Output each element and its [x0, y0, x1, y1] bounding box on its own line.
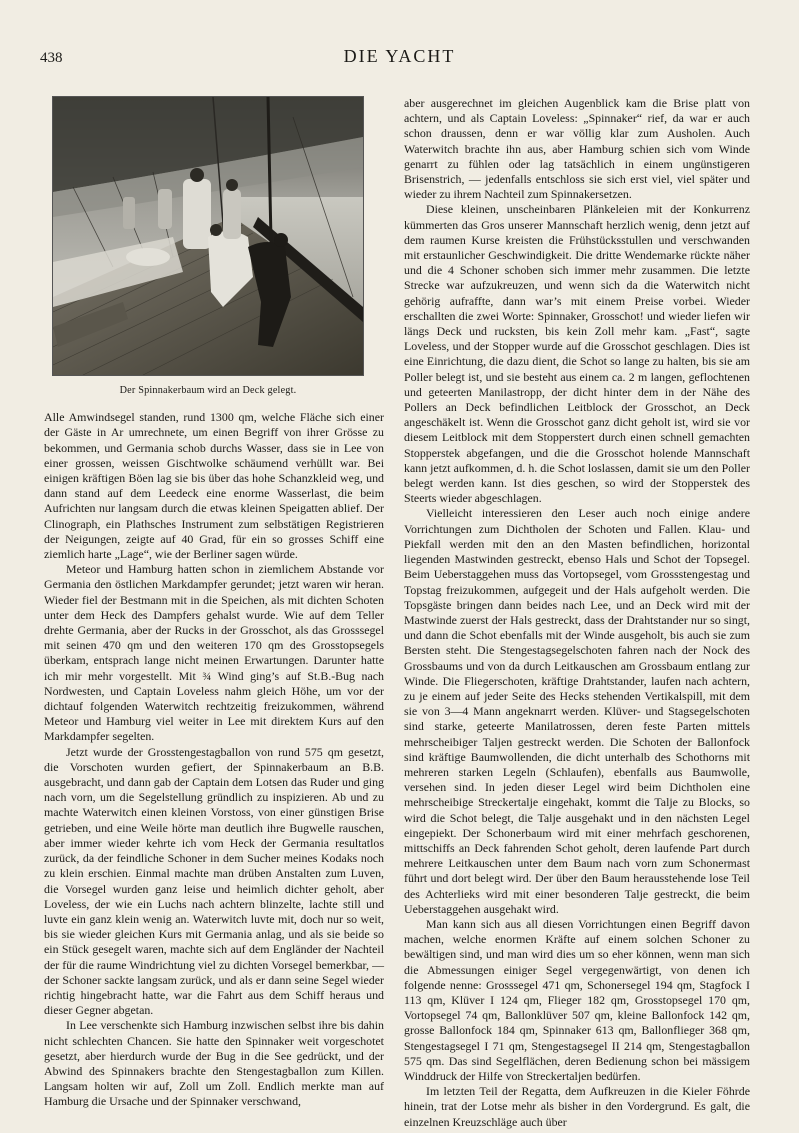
paragraph: Vielleicht interessieren den Leser auch noch einige andere Vorrichtungen zum Dichtholen der Schoten und Fallen. Klau- und Piekfall werden mit den an den Masten befindlichen, horizontal liegenden Mastwinden gestreckt, ebenso Hals und Schot der Topsegel. Beim Ueberstaggehen muss das Vortopsegel, vom Grossstengestag und Topstag freizukommen, aufgegeit und der Hals aufgeholt werden. Die Topsgäste bringen dann beides nach Lee, und an Deck wird mit der Mastwinde zuerst der Hals gestreckt, dass der Drahtstander nur so singt, und dann die Schot ebenfalls mit der Winde ausgeholt, bis auch sie zum Bersten steht. Die Stengestagsegelschoten fahren nach der Nock des Grossbaums und von da durch Leitkauschen am Grossbaum entlang zur Winde. Die Fliegerschoten, kräftige Drahtstander, laufen nach achtern, zu je einem auf jeder Seite des Hecks stehenden Vertikalspill, mit dem sie von 3—4 Mann angeknarrt werden. Klüver- und Stagsegelschoten sind starke, geteerte Manilatrossen, deren feste Parten mittels mehrscheibiger Taljen gestreckt werden. Die Schoten der Ballonfock sind kräftige Baumwollenden, die dicht unterhalb des Schothorns mit mehreren starken Legeln (Schlaufen), ebenfalls aus Baumwolle, versehen sind. In jeden dieser Legel wird beim Dichtholen eine mehrscheibige Streckertalje eingehakt, kommt die Talje zu Blocks, so wird die Schot belegt, die Talje ausgehakt und in den nächsten Legel eingepiekt. Der Schonerbaum wird mit einer mehrfach geschorenen, mittschiffs an Deck fahrenden Schot geholt, deren laufende Part durch mehrere Leitkauschen unter dem Baum nach vorn zum Schonermast führt und dort belegt wird. Der über den Baum herausstehende lose Teil des Achterlieks wird mit einer besonderen Talje gestreckt, die beim Ueberstaggehen ausgehakt wird.: [404, 506, 750, 916]
figure-caption: Der Spinnakerbaum wird an Deck gelegt.: [119, 385, 297, 396]
running-title: DIE YACHT: [343, 46, 456, 66]
paragraph: Im letzten Teil der Regatta, dem Aufkreuzen in die Kieler Föhrde hinein, trat der Lotse mehr als bisher in den Vordergrund. Es galt, die einzelnen Kreuzschläge auch über: [404, 1084, 750, 1129]
deck-photo: [52, 96, 364, 376]
left-column: [44, 96, 384, 1110]
paragraph: In Lee verschenkte sich Hamburg inzwischen selbst ihre bis dahin nicht schlechten Chancen. Sie hatte den Spinnaker weit vorgeschotet gesetzt, aber hierdurch wurde der Bug in die See gedrückt, und der Abwind des Spinnakers brachte den Stengestagballon zum Killen. Langsam holten wir auf, Zoll um Zoll. Endlich merkte man auf Hamburg die Ursache und der Spinnaker verschwand,: [44, 1018, 384, 1109]
paragraph: Meteor und Hamburg hatten schon in ziemlichem Abstande vor Germania den östlichen Markdampfer gerundet; jetzt waren wir heran. Wieder fiel der Bestmann mit in die Speichen, als mit dichten Schoten unter dem Heck des Dampfers gehalst wurde. Wie auf dem Teller drehte Germania, aber der Rucks in der Grosschot, als das Grosssegel mit seinen 470 qm und den weiteren 170 qm des Grosstopsegels überkam, entsprach lange nicht meinen Erwartungen. Darunter hatte ich mir mehr vorgestellt. Mit ¾ Wind ging’s auf St.B.-Bug nach Nordwesten, und Captain Loveless nahm gleich Höhe, um vor der dichtauf folgenden Waterwitch rechtzeitig freizukommen, während Meteor und Hamburg viel weiter in Lee mit direktem Kurs auf den Markdampfer segelten.: [44, 562, 384, 744]
right-column: [404, 96, 750, 1130]
paragraph: Jetzt wurde der Grosstengestagballon von rund 575 qm gesetzt, die Vorschoten wurden gefiert, der Spinnakerbaum an B.B. ausgebracht, und dann gab der Captain dem Lotsen das Ruder und ging nach vorn, um die Segelstellung gründlich zu inspizieren. Ab und zu machte Waterwitch einen kleinen Vorstoss, von einer günstigen Brise getrieben, und eine Weile hörte man deutlich ihre Bugwelle rauschen, aber immer wieder kehrte ich vom Heck der Germania resultatlos zurück, da der feindliche Schoner in dem Sucher meines Kodaks noch zu klein erschien. Einmal machte man drüben Anstalten zum Luven, die Vorsegel wurden ganz leise und heimlich dichter geholt, aber Loveless, der wie ein Luchs nach achtern blinzelte, lachte still und luvte ein ganz klein wenig an. Waterwitch luvte mit, doch nur so weit, bis sie wieder gleichen Kurs mit Germania anlag, und als sie beide so ein Stück gesegelt waren, machte sich auf dem Engländer der Nachteil der für die raume Windrichtung viel zu dichten Vorsegel bemerkbar, — der Schoner sackte langsam zurück, und als er dann seine Segel wieder richtig hingebracht hatte, war die Fahrt aus dem Schiff heraus und dieser Gegner abgetan.: [44, 744, 384, 1018]
paragraph: Alle Amwindsegel standen, rund 1300 qm, welche Fläche sich einer der Gäste in Ar umrechnete, um einen Begriff von ihrer Grösse zu bekommen, und Germania schob durchs Wasser, dass sie in Lee von einer grossen, weissen Gischtwolke schäumend verhüllt war. Bei einigen kräftigen Böen lag sie bis über das hohe Schanzkleid weg, und dann stand auf dem Leedeck eine enorme Wasserlast, die beim Aufrichten nur langsam durch die etwas kleinen Speigatten ablief. Der Clinograph, ein Plathsches Instrument zum selbstätigen Registrieren der Neigungen, zeigte auf 40 Grad, für ein so grosses Schiff eine ziemlich harte „Lage“, wie der Berliner sagen würde.: [44, 410, 384, 562]
paragraph: Diese kleinen, unscheinbaren Plänkeleien mit der Konkurrenz kümmerten das Gros unserer Mannschaft herzlich wenig, denn jetzt auf dem raumen Kurse kreisten die Frühstücksstullen und verschwanden mit erstaunlicher Geschwindigkeit. Die dritte Wendemarke rückte näher und die 4 Schoner schoben sich immer mehr zusammen. Die letzte Strecke war aufzukreuzen, und wenn sich da die Waterwitch nicht gehörig aufraffte, dann war’s mit einem Preise vorbei. Wieder erschallten die zwei Worte: Spinnaker, Grosschot! und wieder liefen wir längs Deck und rucksten, bis kein Zoll mehr kam. „Fast“, sagte Loveless, und der Stopper wurde auf die Grosschot geschlagen. Dies ist eine Einrichtung, die dazu dient, die Schot so lange zu halten, bis sie am Poller belegt ist, und sie besteht aus einem ca. 2 m langen, geflochtenen und geteerten Manilastropp, der dicht hinter dem in der Nähe des Pollers an Deck befindlichen Leitblock der Grosschot, an Deck angeschäkelt ist. Wenn die Grosschot ganz dicht geholt ist, wird sie vor diesem Leitblock mit dem Stopperstert durch einen schnell gemachten Stopperstek abgefangen, und die die Grosschot holende Mannschaft kann jetzt aufkommen, d. h. die Schot loslassen, damit sie um den Poller belegt werden kann. Ist dies geschen, so wird der Stopperstek des Steerts wieder abgeschlagen.: [404, 202, 750, 506]
paragraph: aber ausgerechnet im gleichen Augenblick kam die Brise platt von achtern, und als Captain Loveless: „Spinnaker“ rief, da war er auch schon draussen, denn er war völlig klar zum Ausholen. Auch Waterwitch brachte ihn aus, aber Hamburg schien sich vom Winde genarrt zu fühlen oder lag tatsächlich in einem ungünstigeren Brisenstrich, — jedenfalls entschloss sie sich erst viel, viel später und wieder zu ihrem Nachteil zum Spinnakersetzen.: [404, 96, 750, 202]
paragraph: Man kann sich aus all diesen Vorrichtungen einen Begriff davon machen, welche enormen Kräfte auf einem solchen Schoner zu bewältigen sind, und man wird dies um so eher können, wenn man sich die Abmessungen einiger Segel vergegenwärtigt, von denen ich folgende nenne: Grosssegel 471 qm, Schonersegel 194 qm, Stagfock I 113 qm, Klüver I 124 qm, Flieger 182 qm, Grosstopsegel 170 qm, Vortopsegel 74 qm, Ballonklüver 507 qm, kleine Ballonfock 142 qm, grosse Ballonfock 184 qm, Spinnaker 613 qm, Ballonflieger 368 qm, Stengestagsegel I 71 qm, Stengestagsegel II 214 qm, Stengestagballon 575 qm. Das sind Segelflächen, deren Bedienung schon bei mässigem Winddruck der Hilfe von Streckertaljen bedürfen.: [404, 916, 750, 1083]
page-number: 438: [40, 50, 63, 66]
figure: [52, 96, 364, 398]
deck-photo-illustration: [53, 97, 363, 375]
